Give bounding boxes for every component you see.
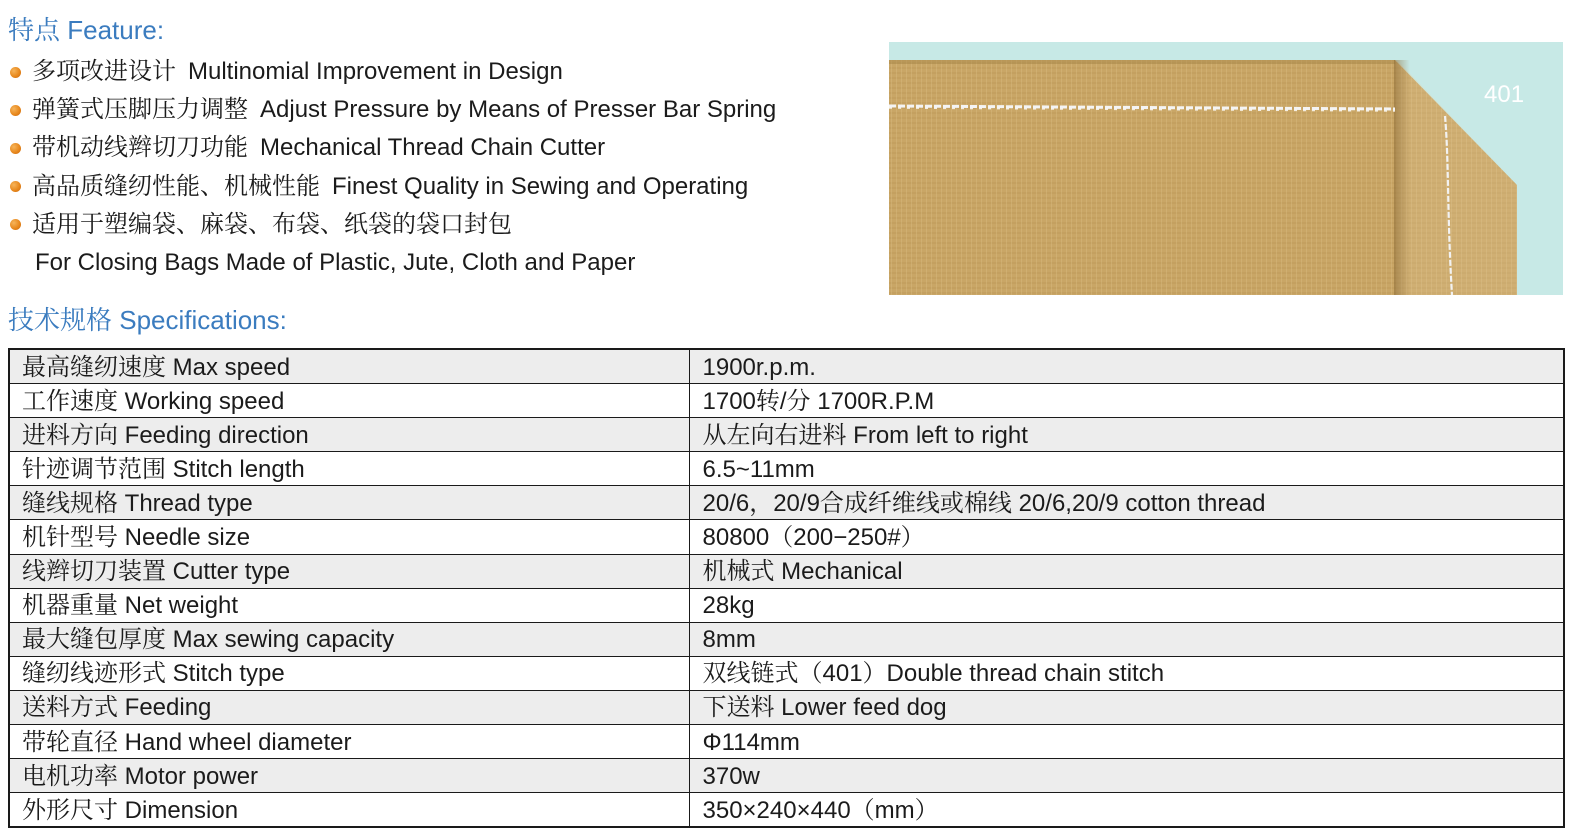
table-row: [9, 622, 1564, 656]
spec-name: 线辫切刀装置 Cutter type: [9, 554, 689, 588]
table-row: [9, 384, 1564, 418]
feature-en: For Closing Bags Made of Plastic, Jute, Cloth and Paper: [35, 249, 636, 277]
feature-zh: 高品质缝纫性能、机械性能: [32, 172, 320, 200]
feature-item: [8, 91, 776, 129]
table-row: [9, 418, 1564, 452]
table-row: [9, 486, 1564, 520]
spec-name: 进料方向 Feeding direction: [9, 418, 689, 452]
specifications-heading: 技术规格 Specifications:: [8, 305, 287, 335]
table-row: [9, 554, 1564, 588]
spec-name: 外形尺寸 Dimension: [9, 793, 689, 828]
spec-value: 350×240×440（mm）: [689, 793, 1564, 828]
spec-value: 下送料 Lower feed dog: [689, 690, 1564, 724]
stitch-sample-photo: [889, 42, 1563, 295]
feature-zh: 弹簧式压脚压力调整: [32, 96, 248, 124]
feature-zh: 适用于塑编袋、麻袋、布袋、纸袋的袋口封包: [32, 210, 512, 238]
feature-en: Finest Quality in Sewing and Operating: [332, 172, 749, 200]
spec-name: 缝线规格 Thread type: [9, 486, 689, 520]
feature-heading: 特点 Feature:: [8, 15, 165, 45]
spec-value: 1900r.p.m.: [689, 349, 1564, 384]
table-row: [9, 759, 1564, 793]
spec-name: 工作速度 Working speed: [9, 384, 689, 418]
table-row: [9, 725, 1564, 759]
bullet-icon: [10, 105, 21, 116]
spec-value: 370w: [689, 759, 1564, 793]
spec-name: 带轮直径 Hand wheel diameter: [9, 725, 689, 759]
spec-value: 从左向右进料 From left to right: [689, 418, 1564, 452]
table-row: [9, 452, 1564, 486]
fabric-top-edge: [889, 60, 1395, 64]
feature-list: [8, 53, 776, 282]
feature-zh: 带机动线辫切刀功能: [32, 134, 248, 162]
spec-name: 最高缝纫速度 Max speed: [9, 349, 689, 384]
spec-name: 缝纫线迹形式 Stitch type: [9, 656, 689, 690]
spec-name: 机器重量 Net weight: [9, 588, 689, 622]
spec-name: 最大缝包厚度 Max sewing capacity: [9, 622, 689, 656]
bullet-icon: [10, 219, 21, 230]
feature-item: [8, 168, 776, 206]
spec-value: 80800（200−250#）: [689, 520, 1564, 554]
feature-zh: 多项改进设计: [32, 58, 176, 85]
spec-value: 20/6，20/9合成纤维线或棉线 20/6,20/9 cotton thread: [689, 486, 1564, 520]
bullet-icon: [10, 181, 21, 192]
photo-label: 401: [1484, 81, 1525, 108]
table-row: [9, 793, 1564, 828]
table-row: [9, 690, 1564, 724]
spec-value: 机械式 Mechanical: [689, 554, 1564, 588]
feature-item: [8, 129, 776, 167]
bullet-icon: [10, 67, 21, 78]
spec-name: 送料方式 Feeding: [9, 690, 689, 724]
spec-value: 双线链式（401）Double thread chain stitch: [689, 656, 1564, 690]
feature-en: Adjust Pressure by Means of Presser Bar Spring: [260, 96, 777, 124]
table-row: [9, 656, 1564, 690]
spec-name: 针迹调节范围 Stitch length: [9, 452, 689, 486]
specifications-table: [8, 348, 1565, 828]
spec-value: 6.5~11mm: [689, 452, 1564, 486]
table-row: [9, 349, 1564, 384]
feature-item: [8, 206, 776, 282]
spec-name: 机针型号 Needle size: [9, 520, 689, 554]
feature-item: [8, 53, 776, 91]
table-row: [9, 520, 1564, 554]
fabric-crease: [1394, 60, 1410, 295]
feature-en: Mechanical Thread Chain Cutter: [260, 134, 606, 162]
bullet-icon: [10, 143, 21, 154]
table-row: [9, 588, 1564, 622]
feature-en: Multinomial Improvement in Design: [188, 58, 563, 85]
spec-value: 1700转/分 1700R.P.M: [689, 384, 1564, 418]
spec-value: 8mm: [689, 622, 1564, 656]
spec-value: Φ114mm: [689, 725, 1564, 759]
spec-name: 电机功率 Motor power: [9, 759, 689, 793]
spec-value: 28kg: [689, 588, 1564, 622]
